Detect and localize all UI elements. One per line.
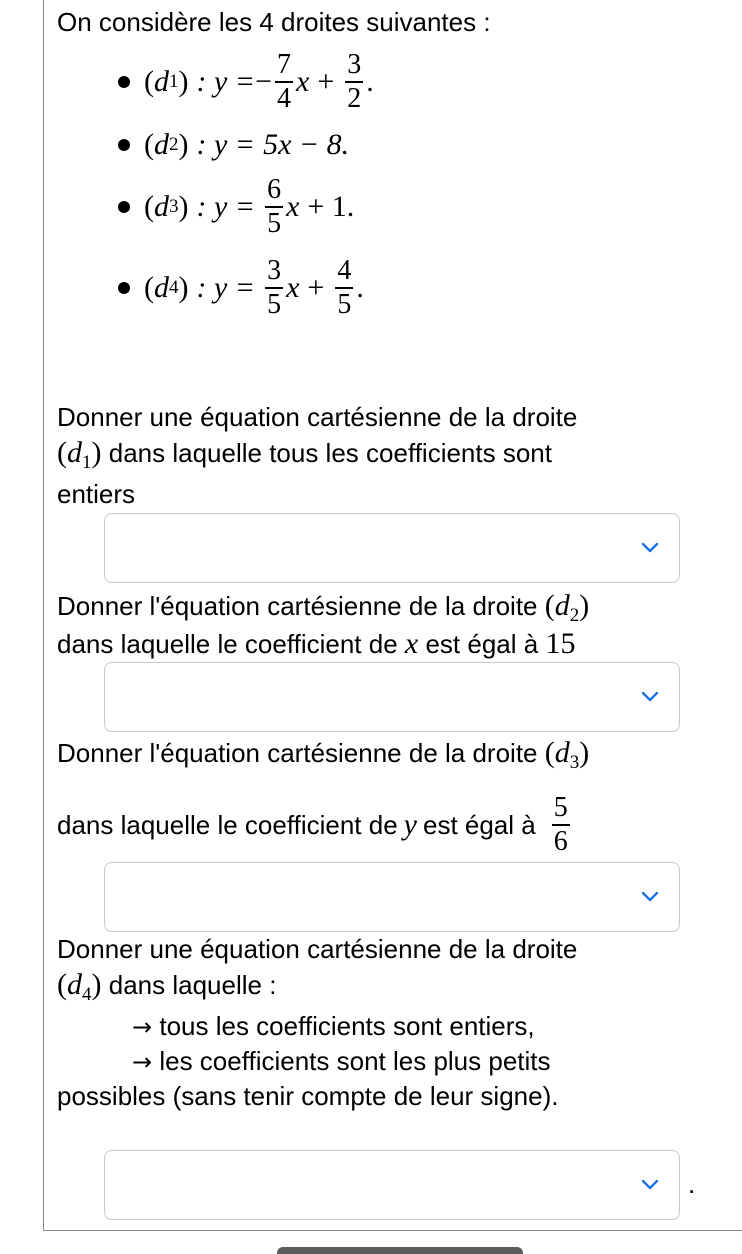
intro-text: On considère les 4 droites suivantes :: [57, 7, 491, 37]
arrow-right-icon: →: [132, 1048, 153, 1076]
q4-condition-1: → tous les coefficients sont entiers,: [132, 1011, 535, 1041]
bullet: [118, 201, 130, 213]
chevron-down-icon: [641, 691, 659, 703]
q4-line1: Donner une équation cartésienne de la droite: [57, 934, 578, 964]
line-d1: ( d 1 ) : y = − $\frac{7}{4}$ x + $\frac{3}{2}$ .: [118, 52, 374, 112]
q2-line1: Donner l'équation cartésienne de la droite $(d_2)$: [57, 589, 590, 626]
bullet: [118, 282, 130, 294]
bullet: [118, 76, 130, 88]
line-d3: ( d 3 ) : y = $\frac{6}{5}$ x + 1.: [118, 177, 354, 237]
fraction: $\frac{5}{6}$: [553, 792, 568, 857]
fraction: $\frac{6}{5}$: [267, 174, 282, 239]
q1-line1: Donner une équation cartésienne de la droite: [57, 402, 578, 432]
line-d2: ( d 2 ) : y = 5x − 8.: [118, 115, 349, 175]
fraction: $\frac{3}{2}$: [347, 49, 362, 114]
chevron-down-icon: [641, 1179, 659, 1191]
fraction: $\frac{3}{5}$: [267, 255, 282, 320]
answer-select-1[interactable]: [104, 513, 680, 583]
q2-line2: dans laquelle le coefficient de x est égal à 15: [57, 627, 576, 660]
bullet: [118, 139, 130, 151]
fraction: $\frac{4}{5}$: [337, 255, 352, 320]
q4-line2: $(d_4)$ dans laquelle :: [57, 968, 277, 1005]
q4-condition-2: → les coefficients sont les plus petits: [132, 1046, 551, 1076]
q3-line1: Donner l'équation cartésienne de la droite $(d_3)$: [57, 736, 590, 773]
fraction: $\frac{7}{4}$: [276, 49, 291, 114]
home-indicator[interactable]: [277, 1247, 523, 1254]
arrow-right-icon: →: [132, 1013, 153, 1041]
q4-condition-2-cont: possibles (sans tenir compte de leur signe).: [57, 1081, 559, 1111]
chevron-down-icon: [641, 542, 659, 554]
answer-select-2[interactable]: [104, 662, 680, 732]
q1-line2: $(d_1)$ dans laquelle tous les coefficients sont: [57, 436, 552, 473]
trailing-period: .: [688, 1169, 696, 1199]
line-d4: ( d 4 ) : y = $\frac{3}{5}$ x + $\frac{4}{5}$ .: [118, 258, 364, 318]
chevron-down-icon: [641, 891, 659, 903]
q3-line2: dans laquelle le coefficient de y est égal à $\frac{5}{6}$: [57, 792, 568, 857]
q1-line3: entiers: [57, 479, 136, 509]
answer-select-3[interactable]: [104, 862, 680, 932]
answer-select-4[interactable]: [104, 1150, 680, 1220]
